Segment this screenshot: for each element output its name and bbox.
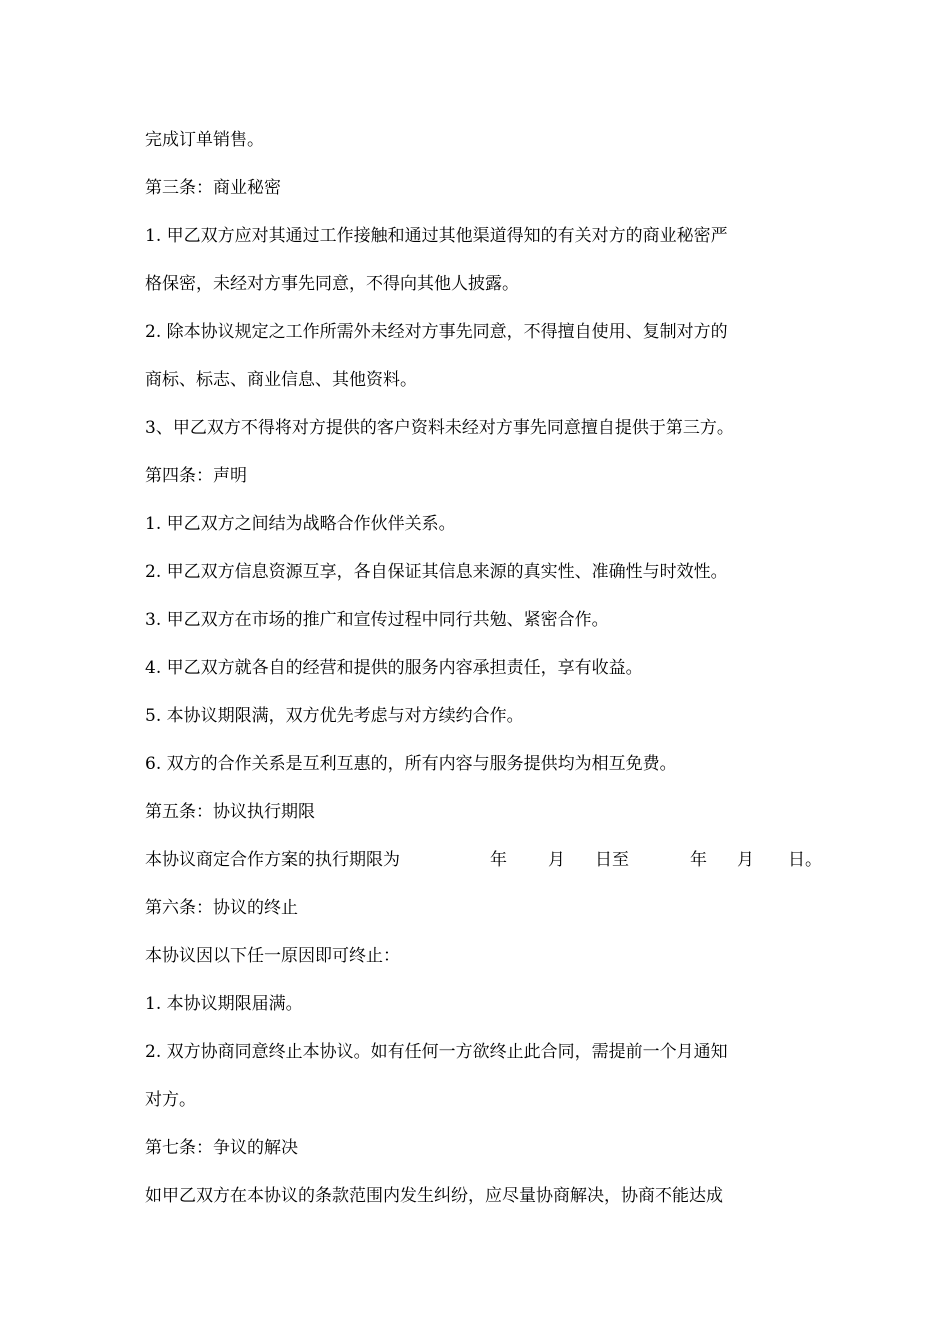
start-year-label: 年 [490, 850, 507, 870]
body-text-line: 1. 甲乙双方之间结为战略合作伙伴关系。 [145, 514, 456, 534]
term-prefix-text: 本协议商定合作方案的执行期限为 [145, 850, 400, 870]
section-heading-article-7: 第七条：争议的解决 [145, 1138, 298, 1158]
section-heading-article-5: 第五条：协议执行期限 [145, 802, 315, 822]
body-text-line: 对方。 [145, 1090, 196, 1110]
body-text-line: 格保密，未经对方事先同意，不得向其他人披露。 [145, 274, 519, 294]
body-text-line: 本协议因以下任一原因即可终止： [145, 946, 400, 966]
start-month-label: 月 [548, 850, 565, 870]
start-day-label: 日至 [595, 850, 629, 870]
end-day-label: 日。 [788, 850, 822, 870]
body-text-line: 3. 甲乙双方在市场的推广和宣传过程中同行共勉、紧密合作。 [145, 610, 609, 630]
end-month-label: 月 [737, 850, 754, 870]
body-text-line: 3、甲乙双方不得将对方提供的客户资料未经对方事先同意擅自提供于第三方。 [145, 418, 734, 438]
body-text-line: 商标、标志、商业信息、其他资料。 [145, 370, 417, 390]
body-text-line: 2. 除本协议规定之工作所需外未经对方事先同意，不得擅自使用、复制对方的 [145, 322, 728, 342]
body-text-line: 2. 双方协商同意终止本协议。如有任何一方欲终止此合同，需提前一个月通知 [145, 1042, 728, 1062]
body-text-line: 6. 双方的合作关系是互利互惠的，所有内容与服务提供均为相互免费。 [145, 754, 677, 774]
section-heading-article-3: 第三条：商业秘密 [145, 178, 281, 198]
body-text-line: 如甲乙双方在本协议的条款范围内发生纠纷，应尽量协商解决，协商不能达成 [145, 1186, 723, 1206]
body-text-line: 2. 甲乙双方信息资源互享，各自保证其信息来源的真实性、准确性与时效性。 [145, 562, 728, 582]
body-text-line: 1. 甲乙双方应对其通过工作接触和通过其他渠道得知的有关对方的商业秘密严 [145, 226, 728, 246]
body-text-line: 1. 本协议期限届满。 [145, 994, 303, 1014]
body-text-line: 5. 本协议期限满，双方优先考虑与对方续约合作。 [145, 706, 524, 726]
body-text-line: 4. 甲乙双方就各自的经营和提供的服务内容承担责任，享有收益。 [145, 658, 643, 678]
end-year-label: 年 [690, 850, 707, 870]
body-text-line: 完成订单销售。 [145, 130, 264, 150]
section-heading-article-4: 第四条：声明 [145, 466, 247, 486]
section-heading-article-6: 第六条：协议的终止 [145, 898, 298, 918]
